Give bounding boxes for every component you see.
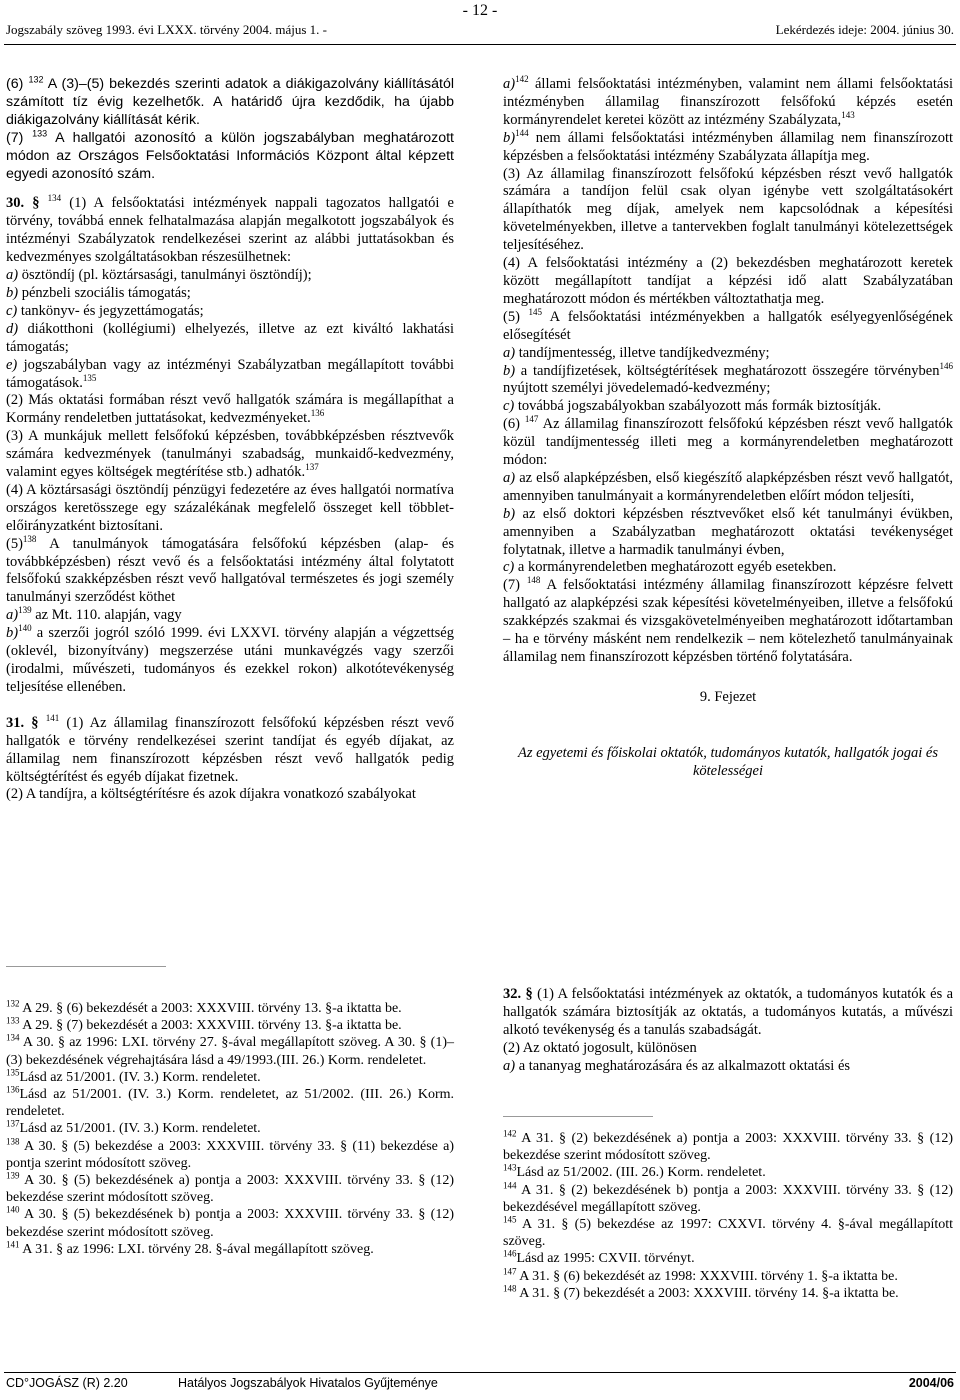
paragraph-7: (7) $^{133}$ A hallgatói azonosító a külön jogszabályban meghatározott módon az Országos Felsőoktatási Információs Központ által képzett egyedi azonosító szám. bbox=[6, 127, 454, 182]
para-6-item-c: c) a kormányrendeletben meghatározott egyéb esetekben. bbox=[503, 559, 837, 576]
footnote-separator-left bbox=[6, 966, 166, 967]
footnote: $^{139}$ A 30. § (5) bekezdésének a) pontja a 2003: XXXVIII. törvény 33. § (12) bekezdése szerint módosított szöveg. bbox=[6, 1170, 454, 1206]
chapter-title: Az egyetemi és főiskolai oktatók, tudományos kutatók, hallgatók jogai és kötelességei bbox=[517, 744, 938, 779]
list-item-a: a) ösztöndíj (pl. köztársasági, tanulmányi ösztöndíj); bbox=[6, 267, 312, 284]
footnote: $^{144}$ A 31. § (2) bekezdésének b) pontja a 2003: XXXVIII. törvény 33. § (12) bekezdésével megállapított szöveg. bbox=[503, 1179, 953, 1215]
list-item-d: d) diákotthoni (kollégiumi) elhelyezés, illetve az ezt kiváltó lakhatási támogatás; bbox=[6, 320, 454, 355]
footnote: $^{145}$ A 31. § (5) bekezdése az 1997: CXXVI. törvény 4. §-ával megállapított szöveg. bbox=[503, 1214, 953, 1250]
para-6-item-b: b) az első doktori képzésben résztvevőket első két tanulmányi évükben, amennyiben a Szabályzatban meghatározott oktatási tevékenységet folytatnak, illetve a harmadik tanulmányi évben, bbox=[503, 505, 953, 558]
footer-left: CD°JOGÁSZ (R) 2.20 bbox=[6, 1376, 128, 1390]
list-item-b: b) pénzbeli szociális támogatás; bbox=[6, 284, 191, 301]
footnote: $^{135}$Lásd az 51/2001. (IV. 3.) Korm. rendeletet. bbox=[6, 1067, 261, 1085]
footnote: $^{133}$ A 29. § (7) bekezdését a 2003: XXXVIII. törvény 13. §-a iktatta be. bbox=[6, 1015, 402, 1034]
section-31-para-4: (4) A felsőoktatási intézmény a (2) bekezdésben meghatározott keretek között megállapított tandíjat a képzési idő alatt Szabályzatában meghatározott módon és mértékben változtathatja meg. bbox=[503, 255, 953, 307]
para-5-item-a: a) tandíjmentesség, illetve tandíjkedvezmény; bbox=[503, 344, 770, 361]
section-30-para-1: 30. § $^{134}$ (1) A felsőoktatási intézmények nappali tagozatos hallgatói e törvény, továbbá ennek felhatalmazása alapján megalkotott jogszabályok és intézményi Szabályzatok rendelkezései szerint az alábbi juttatásokban és kedvezményes szolgáltatásokban részesülhetnek: bbox=[6, 193, 454, 266]
section-30-para-5: $(5)^{138}$ A tanulmányok támogatására felsőfokú képzésben (alap- és továbbképzésben) részt vevő és a felsőoktatási intézmény által folytatott felsőfokú szakképzésben részt vevő hallgatóval természetes és jogi személy tanulmányi szerződést köthet bbox=[6, 533, 454, 606]
section-30-para-4: (4) A köztársasági ösztöndíj pénzügyi fedezetére az éves hallgatói normatíva országos keretösszege egy százalékának megfelelő összeget kell többlet-előirányzatként biztosítani. bbox=[6, 481, 454, 534]
list-item-e: e) jogszabályban vagy az intézményi Szabályzatban megállapított további támogatások.$^{135}$ bbox=[6, 356, 454, 391]
footnote: $^{132}$ A 29. § (6) bekezdését a 2003: XXXVIII. törvény 13. §-a iktatta be. bbox=[6, 998, 402, 1016]
footnote: $^{146}$Lásd az 1995: CXVII. törvényt. bbox=[503, 1248, 695, 1267]
header-right: Lekérdezés ideje: 2004. június 30. bbox=[775, 22, 954, 37]
section-30-para-2: (2) Más oktatási formában részt vevő hallgatók számára is megállapíthat a Kormány rendeletben juttatásokat, kedvezményeket.$^{136}$ bbox=[6, 392, 454, 427]
footnote-separator-right bbox=[503, 1116, 653, 1117]
left-column bbox=[6, 76, 454, 804]
para-5-item-b: b) a tandíjfizetések, költségtérítések meghatározott összegére törvényben$^{146}$ nyújtott személyi jövedelemadó-kedvezmény; bbox=[503, 360, 953, 397]
footnote: $^{142}$ A 31. § (2) bekezdésének a) pontja a 2003: XXXVIII. törvény 33. § (12) bekezdése szerint módosított szöveg. bbox=[503, 1128, 953, 1164]
section-32-block bbox=[503, 986, 953, 1076]
header-rule bbox=[4, 44, 956, 45]
footnote: $^{134}$ A 30. § az 1996: LXI. törvény 27. §-ával megállapított szöveg. A 30. § (1)–(3) bekezdésének végrehajtására lásd a 49/1993.(III. 26.) Korm. rendeletet. bbox=[6, 1032, 454, 1068]
footnote: $^{140}$ A 30. § (5) bekezdésének b) pontja a 2003: XXXVIII. törvény 33. § (12) bekezdése szerint módosított szöveg. bbox=[6, 1204, 454, 1240]
section-31-para-1: 31. § $^{141}$ (1) Az államilag finanszírozott felsőfokú képzésben részt vevő hallgatók e törvény rendelkezései szerint tandíjat és egyéb díjakat, az államilag nem finanszírozott képzésben részt vevő hallgatók pedig költségtérítést és egyéb díjakat fizetnek. bbox=[6, 712, 454, 785]
footnote: $^{141}$ A 31. § az 1996: LXI. törvény 28. §-ával megállapított szöveg. bbox=[6, 1239, 374, 1257]
para-2-item-a: a)$^{142}$ állami felsőoktatási intézményben, valamint nem állami felsőoktatási intézményben államilag finanszírozott felsőfokú képzés esetén kormányrendelet keretei között az intézmény Szabályzata,$^{143}$ bbox=[503, 74, 953, 128]
list-item-c: c) tankönyv- és jegyzettámogatás; bbox=[6, 302, 204, 319]
footnote: $^{148}$ A 31. § (7) bekezdését a 2003: XXXVIII. törvény 14. §-a iktatta be. bbox=[503, 1283, 899, 1301]
section-31-para-2: (2) A tandíjra, a költségtérítésre és azok díjakra vonatkozó szabályokat bbox=[6, 786, 416, 803]
footnotes-left bbox=[6, 1000, 454, 1258]
footnotes-right bbox=[503, 1130, 953, 1302]
paragraph-29-6-7 bbox=[6, 76, 454, 183]
section-30-para-3: (3) A munkájuk mellett felsőfokú képzésben, továbbképzésben résztvevők számára kedvezmények (tanulmányi szabadság, munkaidő-kedvezmény, valamint egyes költségek megtérítése stb.) adhatók.$^{137}$ bbox=[6, 428, 454, 481]
page-number: - 12 - bbox=[462, 2, 498, 19]
footnote: $^{138}$ A 30. § (5) bekezdése a 2003: XXXVIII. törvény 33. § (11) bekezdése a) pontja szerint módosított szöveg. bbox=[6, 1135, 454, 1171]
paragraph-6: (6) $^{132}$ A (3)–(5) bekezdés szerinti adatok a diákigazolvány kiállításától számított tíz évig kezelhetők. A határidő újra kezdődik, ha újabb diákigazolvány kiállítását kérik. bbox=[6, 74, 455, 128]
footer-rule bbox=[4, 1372, 956, 1373]
section-31-para-6: (6) $^{147}$ Az államilag finanszírozott felsőfokú képzésben részt vevő hallgatók közül tandíjmentesség illeti meg a kormányrendeletben meghatározott módon: bbox=[503, 414, 953, 469]
section-31-para-7: (7) $^{148}$ A felsőoktatási intézmény államilag finanszírozott képzésre felvett hallgató az alapképzési szak képesítési követelményeiben, illetve a felsőfokú szakképzés szakmai és vizsgakövetelményeiben meghatározott időtartamban – ha e törvény másként nem rendelkezik – nem kötelezhető tanulmányainak államilag nem finanszírozott képzésben történő folytatására. bbox=[503, 575, 953, 665]
para-2-item-a: a) a tananyag meghatározására és az alkalmazott oktatási és bbox=[503, 1057, 851, 1074]
header-left: Jogszabály szöveg 1993. évi LXXX. törvény 2004. május 1. - bbox=[6, 22, 327, 37]
right-column bbox=[503, 76, 953, 781]
para-5-item-b: b)$^{140}$ a szerzői jogról szóló 1999. évi LXXVI. törvény alapján a végzettség (oklevél, bizonyítvány) megszerzése utáni munkavégzés vagy szerzői (irodalmi, művészeti, tudományos és ezekkel rokon) alkotótevékenység teljesítése ellenében. bbox=[6, 623, 454, 695]
section-32-para-1: 32. § (1) A felsőoktatási intézmények az oktatók, a tudományos kutatók és a hallgatók számára biztosítják az oktatás, a tudományos kutatás, a művészi alkotó tevékenység és a tanulás szabadságát. bbox=[503, 986, 954, 1038]
footer-middle: Hatályos Jogszabályok Hivatalos Gyűjteménye bbox=[178, 1376, 438, 1390]
footer-right: 2004/06 bbox=[908, 1376, 954, 1390]
footnote: $^{143}$Lásd az 51/2002. (III. 26.) Korm. rendeletet. bbox=[503, 1162, 766, 1181]
section-32-para-2: (2) Az oktató jogosult, különösen bbox=[503, 1039, 697, 1056]
chapter-heading: 9. Fejezet bbox=[699, 688, 757, 705]
para-6-item-a: a) az első alapképzésben, első kiegészítő alapképzésben részt vevő hallgatót, amennyiben tanulmányait a kormányrendeletben előírt módon teljesíti, bbox=[503, 469, 953, 504]
para-2-item-b: b)$^{144}$ nem állami felsőoktatási intézményben államilag nem finanszírozott képzésben a felsőoktatási intézmény Szabályzata állapítja meg. bbox=[503, 127, 953, 164]
para-5-item-a: a)$^{139}$ az Mt. 110. alapján, vagy bbox=[6, 605, 182, 624]
footnote: $^{136}$Lásd az 51/2001. (IV. 3.) Korm. rendeletet, az 51/2002. (III. 26.) Korm. rendeletet. bbox=[6, 1084, 454, 1120]
footnote: $^{137}$Lásd az 51/2001. (IV. 3.) Korm. rendeletet. bbox=[6, 1118, 261, 1137]
section-31-para-3: (3) Az államilag finanszírozott felsőfokú képzésben részt vevő hallgatók számára a tandíjon felül csak olyan igénybe vett szolgáltatásokért állapíthatók meg díjak, amelyek nem kapcsolódnak a képesítési követelményekben, illetve a tantervekben foglalt tanulmányi kötelezettségek teljesítéséhez. bbox=[503, 165, 953, 254]
footnote: $^{147}$ A 31. § (6) bekezdését az 1998: XXXVIII. törvény 1. §-a iktatta be. bbox=[503, 1265, 898, 1284]
para-5-item-c: c) továbbá jogszabályokban szabályozott más formák biztosítják. bbox=[503, 398, 882, 415]
section-31-para-5: (5) $^{145}$ A felsőoktatási intézményekben a hallgatók esélyegyenlőségének elősegítését bbox=[503, 306, 953, 343]
